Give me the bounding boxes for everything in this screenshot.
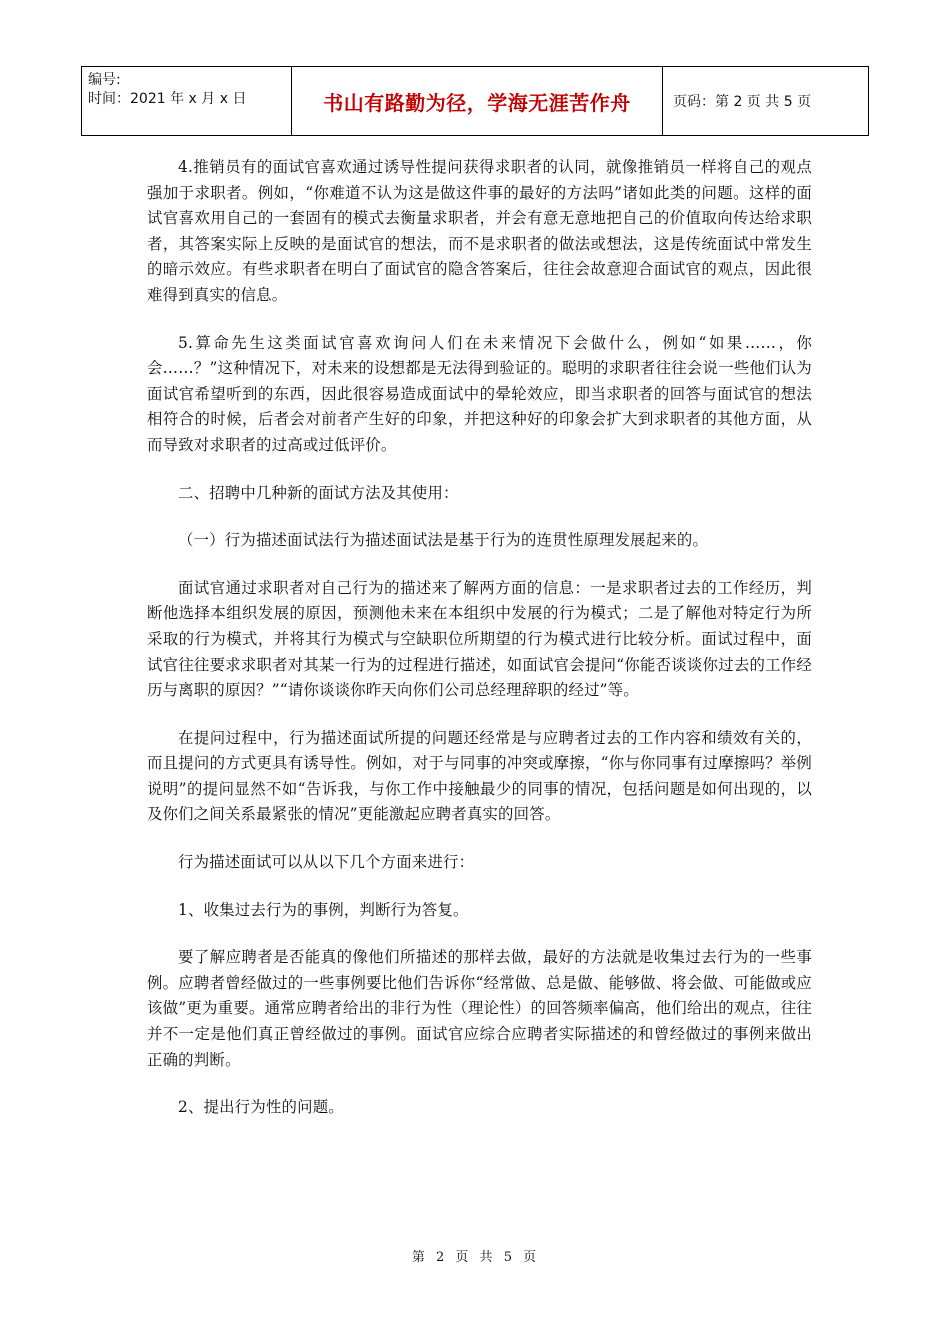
section-heading-new-methods: 二、招聘中几种新的面试方法及其使用： <box>178 483 459 502</box>
header-meta-cell <box>82 67 292 136</box>
header-motto: 书山有路勤为径，学海无涯苦作舟 <box>323 90 631 115</box>
subsection-heading-behavioral-interview: （一）行为描述面试法行为描述面试法是基于行为的连贯性原理发展起来的。 <box>178 531 709 550</box>
document-number-label: 编号: <box>88 72 121 88</box>
list-item-behavioral-questions: 2、提出行为性的问题。 <box>178 1098 344 1117</box>
document-body <box>147 155 812 1143</box>
header-page-cell <box>663 67 869 136</box>
header-motto-cell <box>292 67 663 136</box>
paragraph-collect-examples-detail: 要了解应聘者是否能真的像他们所描述的那样去做，最好的方法就是收集过去行为的一些事例。应聘者曾经做过的一些事例要比他们告诉你“经常做、总是做、能够做、将会做、可能做或应该做”更为重要。通常应聘者给出的非行为性（理论性）的回答频率偏高，他们给出的观点，往往并不一定是他们真正曾经做过的事例。面试官应综合应聘者实际描述的和曾经做过的事例来做出正确的判断。 <box>147 948 812 1069</box>
paragraph-salesman-interviewer: 4.推销员有的面试官喜欢通过诱导性提问获得求职者的认同，就像推销员一样将自己的观点强加于求职者。例如，“你难道不认为这是做这件事的最好的方法吗”诸如此类的问题。这样的面试官喜欢用自己的一套固有的模式去衡量求职者，并会有意无意地把自己的价值取向传达给求职者，其答案实际上反映的是面试官的想法，而不是求职者的做法或想法，这是传统面试中常发生的暗示效应。有些求职者在明白了面试官的隐含答案后，往往会故意迎合面试官的观点，因此很难得到真实的信息。 <box>147 158 812 304</box>
paragraph-behavioral-description: 面试官通过求职者对自己行为的描述来了解两方面的信息：一是求职者过去的工作经历，判断他选择本组织发展的原因，预测他未来在本组织中发展的行为模式；二是了解他对特定行为所采取的行为模式，并将其行为模式与空缺职位所期望的行为模式进行比较分析。面试过程中，面试官往往要求求职者对其某一行为的过程进行描述，如面试官会提问“你能否谈谈你过去的工作经历与离职的原因？”“请你谈谈你昨天向你们公司总经理辞职的经过”等。 <box>147 578 812 700</box>
document-date-label: 时间：2021 年 x 月 x 日 <box>88 91 247 107</box>
document-header <box>81 66 869 136</box>
paragraph-aspects-intro: 行为描述面试可以从以下几个方面来进行： <box>178 853 475 872</box>
page-footer <box>0 1246 950 1265</box>
paragraph-questioning-process: 在提问过程中，行为描述面试所提的问题还经常是与应聘者过去的工作内容和绩效有关的，而且提问的方式更具有诱导性。例如，对于与同事的冲突或摩擦，“你与你同事有过摩擦吗？举例说明”的提问显然不如“告诉我，与你工作中接触最少的同事的情况，包括问题是如何出现的，以及你们之间关系最紧张的情况”更能激起应聘者真实的回答。 <box>147 728 812 824</box>
footer-page-number: 第 2 页 共 5 页 <box>411 1250 539 1265</box>
header-page-info: 页码：第 2 页 共 5 页 <box>673 94 812 110</box>
paragraph-fortune-teller-interviewer: 5.算命先生这类面试官喜欢询问人们在未来情况下会做什么，例如“如果……，你会……？”这种情况下，对未来的设想都是无法得到验证的。聪明的求职者往往会说一些他们认为面试官希望听到的东西，因此很容易造成面试中的晕轮效应，即当求职者的回答与面试官的想法相符合的时候，后者会对前者产生好的印象，并把这种好的印象会扩大到求职者的其他方面，从而导致对求职者的过高或过低评价。 <box>147 333 812 454</box>
list-item-collect-examples: 1、收集过去行为的事例，判断行为答复。 <box>178 900 469 919</box>
